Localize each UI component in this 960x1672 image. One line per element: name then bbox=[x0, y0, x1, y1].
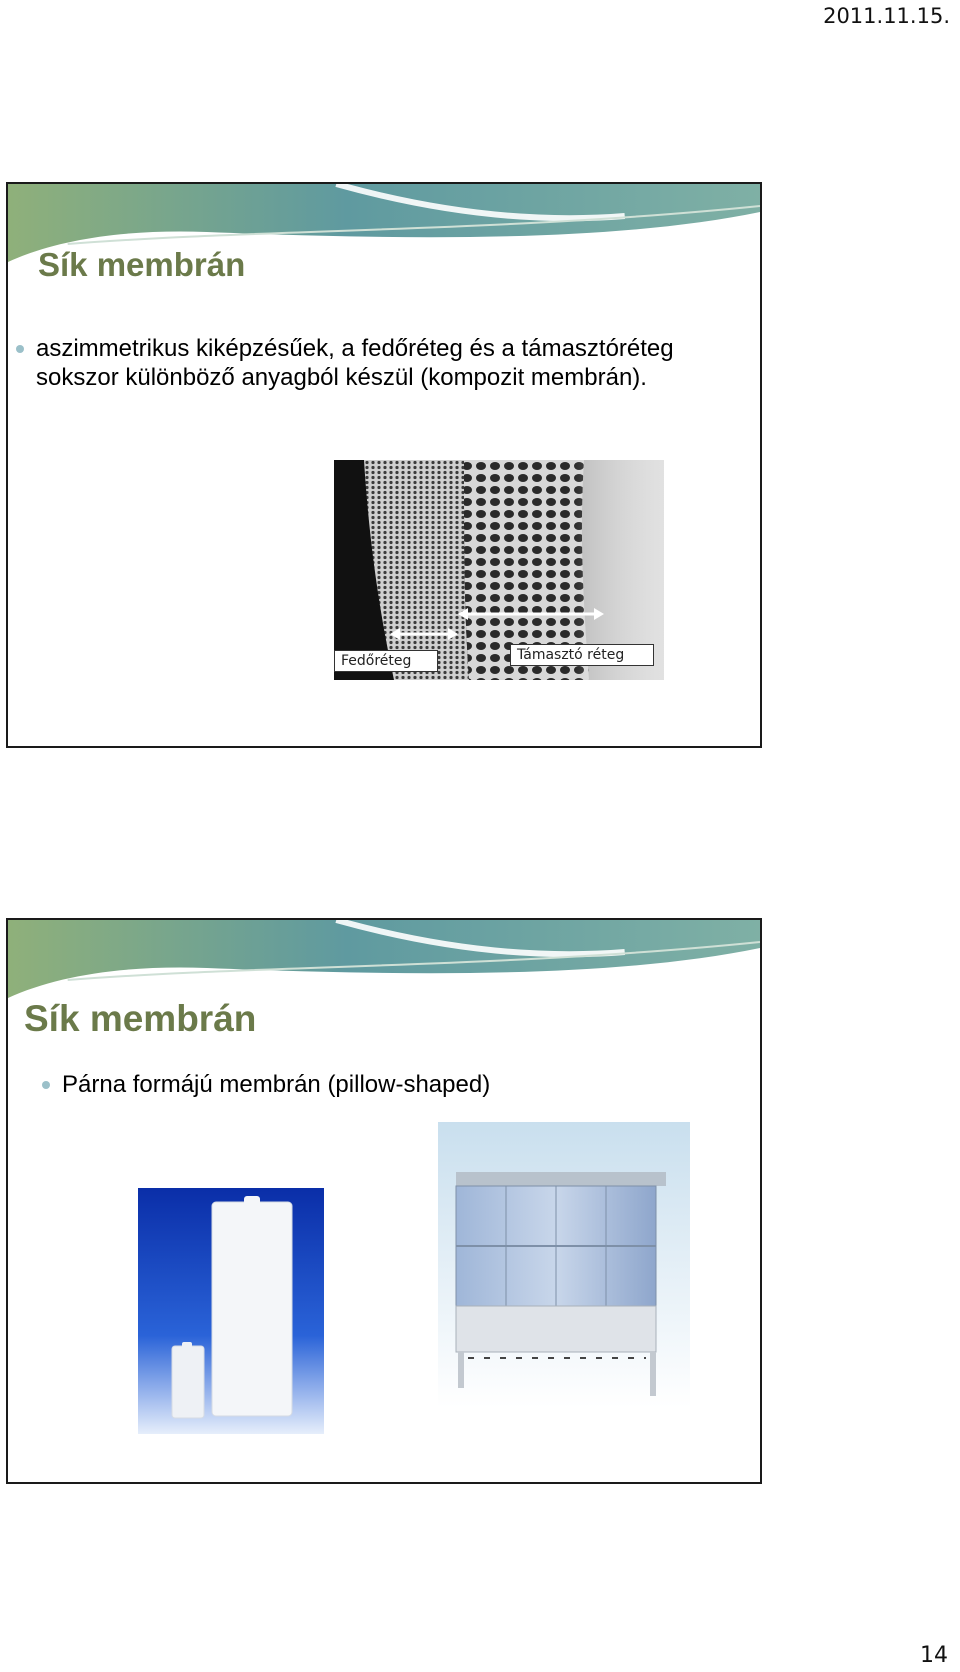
bullet-text bbox=[36, 334, 736, 392]
bullet-text-content: Párna formájú membrán (pillow-shaped) bbox=[62, 1071, 491, 1098]
slide-title: Sík membrán bbox=[24, 998, 257, 1039]
slide-banner bbox=[8, 920, 760, 1010]
pillow-membrane-image bbox=[138, 1188, 324, 1434]
slide-title: Sík membrán bbox=[38, 246, 246, 283]
bullet-dot-icon bbox=[42, 1081, 50, 1089]
slide-1 bbox=[6, 182, 762, 748]
bullet-text-content: aszimmetrikus kiképzésűek, a fedőréteg és a támasztóréteg sokszor különböző anyagból készül (kompozit membrán). bbox=[36, 335, 674, 391]
header-date: 2011.11.15. bbox=[823, 4, 950, 28]
image-label-fedoreteg: Fedőréteg bbox=[334, 650, 438, 672]
page-number: 14 bbox=[920, 1643, 948, 1668]
slide-2 bbox=[6, 918, 762, 1484]
bullet-text bbox=[62, 1070, 742, 1099]
sem-membrane-image bbox=[334, 460, 664, 680]
image-label-tamaszto: Támasztó réteg bbox=[510, 644, 654, 666]
membrane-module-image bbox=[438, 1122, 690, 1408]
bullet-dot-icon bbox=[16, 345, 24, 353]
